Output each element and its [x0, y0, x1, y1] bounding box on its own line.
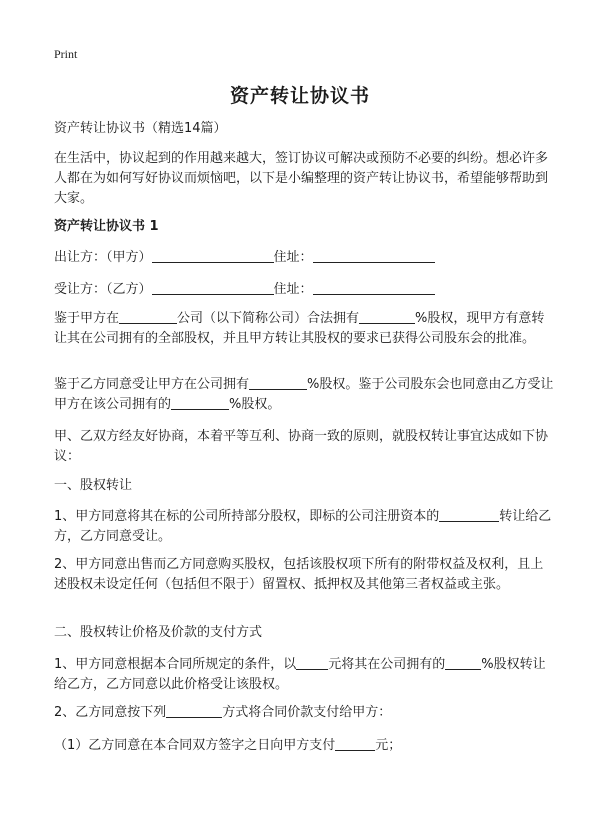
recital-paragraph-1 [54, 309, 554, 349]
clause-2-3-text-b: 元； [375, 738, 402, 753]
transferor-address-label: 住址： [273, 250, 313, 265]
section-heading: 资产转让协议书 1 [54, 219, 159, 234]
equity-percent-blank[interactable] [249, 375, 307, 390]
capital-share-blank[interactable] [439, 507, 499, 522]
transferor-line [54, 248, 554, 268]
clause-1-1-text-b: 转让给乙方，乙方同意受让。 [54, 509, 552, 544]
equity-percent-blank[interactable] [445, 655, 481, 670]
page-title: 资产转让协议书 [229, 85, 370, 107]
clause-2-1 [54, 655, 554, 695]
print-link[interactable]: Print [54, 47, 78, 61]
clause-2-1-text-b: 元将其在公司拥有的 [328, 657, 446, 672]
clause-2-2 [54, 703, 554, 723]
section-1-heading: 一、股权转让 [54, 478, 133, 493]
transferee-address-blank[interactable] [313, 280, 435, 295]
clause-2-1-text-c: %股权转让给乙方，乙方同意以此价格受让该股权。 [54, 657, 546, 692]
recital-1-text-c: %股权，现甲方有意转让其在公司拥有的全部股权，并且甲方转让其股权的要求已获得公司股东会的批准。 [54, 311, 545, 346]
recital-2-text-a: 鉴于乙方同意受让甲方在公司拥有 [54, 377, 250, 392]
transferee-label: 受让方：（乙方） [54, 282, 152, 297]
equity-percent-blank[interactable] [359, 309, 415, 324]
agreement-preamble: 甲、乙双方经友好协商，本着平等互利、协商一致的原则，就股权转让事宜达成如下协议： [54, 429, 549, 464]
section-2-heading: 二、股权转让价格及价款的支付方式 [54, 625, 263, 640]
document-subtitle: 资产转让协议书（精选14篇） [54, 121, 227, 136]
clause-1-2: 2、甲方同意出售而乙方同意购买股权，包括该股权项下所有的附带权益及权利，且上述股权未设定任何（包括但不限于）留置权、抵押权及其他第三者权益或主张。 [54, 557, 544, 592]
recital-1-text-a: 鉴于甲方在 [54, 311, 120, 326]
transferor-label: 出让方：（甲方） [54, 250, 152, 265]
transferor-address-blank[interactable] [313, 248, 435, 263]
clause-2-3 [54, 736, 554, 756]
clause-1-1-text-a: 1、甲方同意将其在标的公司所持部分股权，即标的公司注册资本的 [54, 509, 440, 524]
clause-2-3-text-a: （1）乙方同意在本合同双方签字之日向甲方支付 [54, 738, 336, 753]
transferee-address-label: 住址： [273, 282, 313, 297]
clause-1-1 [54, 507, 554, 547]
price-amount-blank[interactable] [296, 655, 328, 670]
recital-2-text-b: %股权。鉴于公司股东会也同意由乙方受让甲方在该公司拥有的 [54, 377, 554, 412]
payment-method-blank[interactable] [166, 703, 222, 718]
clause-2-2-text-b: 方式将合同价款支付给甲方： [222, 705, 392, 720]
intro-paragraph: 在生活中，协议起到的作用越来越大，签订协议可解决或预防不必要的纠纷。想必许多人都在为如何写好协议而烦恼吧，以下是小编整理的资产转让协议书，希望能够帮助到大家。 [54, 151, 549, 206]
recital-1-text-b: 公司（以下简称公司）合法拥有 [177, 311, 360, 326]
recital-2-text-c: %股权。 [229, 397, 281, 412]
recital-paragraph-2 [54, 375, 554, 415]
clause-2-2-text-a: 2、乙方同意按下列 [54, 705, 167, 720]
company-name-blank[interactable] [119, 309, 177, 324]
equity-percent-blank[interactable] [171, 395, 229, 410]
transferee-name-blank[interactable] [152, 280, 274, 295]
transferee-line [54, 280, 554, 300]
transferor-name-blank[interactable] [152, 248, 274, 263]
clause-2-1-text-a: 1、甲方同意根据本合同所规定的条件，以 [54, 657, 297, 672]
payment-amount-blank[interactable] [335, 736, 375, 751]
